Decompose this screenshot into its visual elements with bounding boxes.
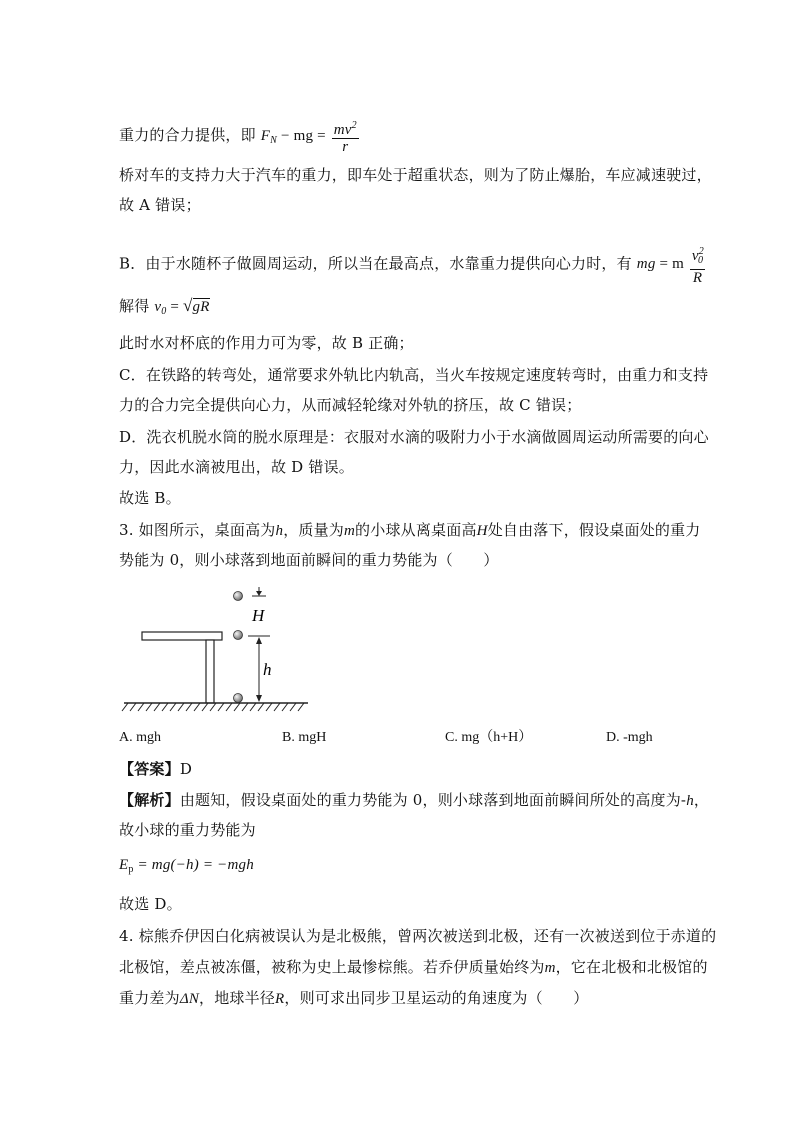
equation-v0: $v_0 = √gR$	[154, 296, 210, 317]
table-leg	[206, 640, 214, 703]
equation-newton: $F_N$ − mg = $\frac{mv^2}{r}$	[260, 120, 357, 155]
ball-table-level	[234, 631, 243, 640]
label-h: h	[263, 660, 272, 679]
text-line	[119, 118, 361, 155]
equation-ep: $E_p = mg(-h) = -mgh$	[119, 857, 254, 875]
question-3-line-2: 势能为 0，则小球落到地面前瞬间的重力势能为（ ）	[119, 551, 499, 569]
choice-b[interactable]: B. mgH	[282, 730, 327, 745]
text: B．由于水随杯子做圆周运动，所以当在最高点，水靠重力提供向心力时，有	[119, 254, 632, 273]
table-top	[142, 632, 222, 640]
text-line: 故 A 错误；	[119, 196, 201, 214]
text: 解得	[119, 297, 150, 315]
text-line: D．洗衣机脱水筒的脱水原理是：衣服对水滴的吸附力小于水滴做圆周运动所需要的向心	[119, 428, 709, 446]
question-3-line-1: 3. 如图所示，桌面高为h，质量为m的小球从离桌面高H处自由落下，假设桌面处的重力	[119, 521, 701, 539]
question-4-line-1: 4. 棕熊乔伊因白化病被误认为是北极熊，曾两次被送到北极，还有一次被送到位于赤道的	[119, 927, 717, 945]
text-line: 桥对车的支持力大于汽车的重力，即车处于超重状态，则为了防止爆胎，车应减速驶过，	[119, 166, 712, 184]
choice-d[interactable]: D. -mgh	[606, 730, 653, 745]
answer-line: 【答案】D	[119, 760, 193, 778]
explanation-line-1: 【解析】由题知，假设桌面处的重力势能为 0，则小球落到地面前瞬间所处的高度为-h，	[119, 791, 710, 809]
text-line: 力的合力完全提供向心力，从而减轻轮缘对外轨的挤压，故 C 错误；	[119, 396, 582, 414]
text: 重力的合力提供，即	[119, 125, 256, 144]
text-line: 此时水对杯底的作用力可为零，故 B 正确；	[119, 334, 414, 352]
question-4-line-3: 重力差为ΔN，地球半径R，则可求出同步卫星运动的角速度为（ ）	[119, 989, 589, 1007]
choice-a[interactable]: A. mgh	[119, 730, 161, 745]
text-line	[119, 296, 210, 322]
text-line	[119, 244, 707, 286]
ball-start	[234, 592, 243, 601]
label-H: H	[252, 606, 265, 625]
choice-c[interactable]: C. mg（h+H）	[445, 730, 533, 745]
ground-hatching	[122, 703, 304, 711]
equation-top-point: mg = m $\frac{v^2_0}{R}$	[636, 246, 704, 286]
text-line: C．在铁路的转弯处，通常要求外轨比内轨高，当火车按规定速度转弯时，由重力和支持	[119, 366, 709, 384]
text-line: 力，因此水滴被甩出，故 D 错误。	[119, 458, 354, 476]
falling-ball-figure	[118, 585, 318, 720]
text-line: 故选 B。	[119, 489, 181, 507]
explanation-line-3: 故选 D。	[119, 895, 182, 913]
question-4-line-2: 北极馆，差点被冻僵，被称为史上最惨棕熊。若乔伊质量始终为m，它在北极和北极馆的	[119, 958, 708, 976]
explanation-line-2: 故小球的重力势能为	[119, 821, 256, 839]
ball-ground	[234, 694, 243, 703]
